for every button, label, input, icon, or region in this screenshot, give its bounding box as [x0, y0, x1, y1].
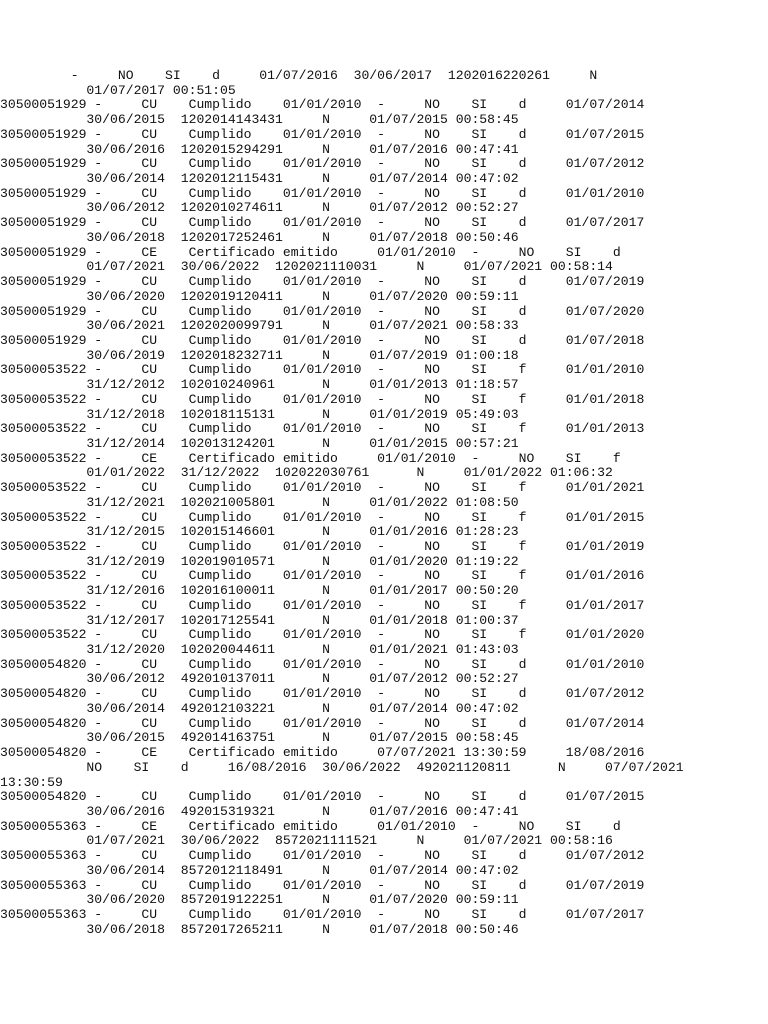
document-line: 30/06/2014 1202012115431 N 01/07/2014 00:47:02	[0, 171, 519, 187]
document-line: 30500054820 - CU Cumplido 01/01/2010 - NO SI d 01/01/2010	[0, 656, 645, 672]
document-line: 30500051929 - CU Cumplido 01/01/2010 - NO SI d 01/07/2012	[0, 156, 645, 172]
document-line: 30500051929 - CU Cumplido 01/01/2010 - NO SI d 01/07/2014	[0, 97, 645, 113]
document-line: 31/12/2021 102021005801 N 01/01/2022 01:08:50	[0, 494, 519, 510]
document-line: 30500055363 - CE Certificado emitido 01/01/2010 - NO SI d	[0, 818, 621, 834]
document-line: 30/06/2014 492012103221 N 01/07/2014 00:47:02	[0, 700, 519, 716]
document-line: 30/06/2016 492015319321 N 01/07/2016 00:47:41	[0, 803, 519, 819]
document-line: 30500055363 - CU Cumplido 01/01/2010 - NO SI d 01/07/2017	[0, 906, 645, 922]
document-line: 30/06/2021 1202020099791 N 01/07/2021 00:58:33	[0, 318, 519, 334]
document-line: 30/06/2015 1202014143431 N 01/07/2015 00:58:45	[0, 112, 519, 128]
document-line: 31/12/2014 102013124201 N 01/01/2015 00:57:21	[0, 435, 519, 451]
document-line: 01/07/2017 00:51:05	[0, 82, 236, 98]
document-line: 31/12/2012 102010240961 N 01/01/2013 01:18:57	[0, 377, 519, 393]
document-line: 30500055363 - CU Cumplido 01/01/2010 - NO SI d 01/07/2019	[0, 877, 645, 893]
document-line: 30500053522 - CU Cumplido 01/01/2010 - NO SI f 01/01/2010	[0, 362, 645, 378]
document-line: 30500051929 - CU Cumplido 01/01/2010 - NO SI d 01/01/2010	[0, 185, 645, 201]
document-line: 30500053522 - CE Certificado emitido 01/01/2010 - NO SI f	[0, 450, 621, 466]
document-line: 30/06/2020 1202019120411 N 01/07/2020 00:59:11	[0, 288, 519, 304]
document-line: 31/12/2017 102017125541 N 01/01/2018 01:00:37	[0, 612, 519, 628]
document-line: 30500051929 - CE Certificado emitido 01/01/2010 - NO SI d	[0, 244, 621, 260]
document-line: 01/07/2021 30/06/2022 1202021110031 N 01/07/2021 00:58:14	[0, 259, 613, 275]
document-line: 31/12/2019 102019010571 N 01/01/2020 01:19:22	[0, 553, 519, 569]
document-line: 30/06/2018 8572017265211 N 01/07/2018 00:50:46	[0, 921, 519, 937]
document-line: NO SI d 16/08/2016 30/06/2022 492021120811 N 07/07/2021	[0, 759, 684, 775]
document-line: 30/06/2015 492014163751 N 01/07/2015 00:58:45	[0, 730, 519, 746]
document-line: 01/07/2021 30/06/2022 8572021111521 N 01/07/2021 00:58:16	[0, 833, 613, 849]
document-line: 30500053522 - CU Cumplido 01/01/2010 - NO SI f 01/01/2019	[0, 539, 645, 554]
document-line: 30500051929 - CU Cumplido 01/01/2010 - NO SI d 01/07/2015	[0, 126, 645, 142]
document-line: 30500051929 - CU Cumplido 01/01/2010 - NO SI d 01/07/2019	[0, 274, 645, 290]
document-line: 30500054820 - CU Cumplido 01/01/2010 - NO SI d 01/07/2012	[0, 686, 645, 702]
document-line: 13:30:59	[0, 774, 63, 790]
document-line: 01/01/2022 31/12/2022 102022030761 N 01/01/2022 01:06:32	[0, 465, 613, 481]
document-line: 30500055363 - CU Cumplido 01/01/2010 - NO SI d 01/07/2012	[0, 848, 645, 864]
document-line: 30/06/2012 492010137011 N 01/07/2012 00:52:27	[0, 671, 519, 687]
document-line: 30/06/2016 1202015294291 N 01/07/2016 00:47:41	[0, 141, 519, 157]
document-line: 30500054820 - CU Cumplido 01/01/2010 - NO SI d 01/07/2014	[0, 715, 645, 731]
document-line: 30/06/2014 8572012118491 N 01/07/2014 00:47:02	[0, 862, 519, 878]
document-line: 30/06/2018 1202017252461 N 01/07/2018 00:50:46	[0, 229, 519, 245]
document-line: 30500053522 - CU Cumplido 01/01/2010 - NO SI f 01/01/2018	[0, 391, 645, 407]
document-line: 30500053522 - CU Cumplido 01/01/2010 - NO SI f 01/01/2020	[0, 627, 645, 643]
document-line: 31/12/2015 102015146601 N 01/01/2016 01:28:23	[0, 524, 519, 540]
document-line: 30500053522 - CU Cumplido 01/01/2010 - NO SI f 01/01/2017	[0, 597, 645, 613]
document-line: 30500051929 - CU Cumplido 01/01/2010 - NO SI d 01/07/2018	[0, 332, 645, 348]
document-line: 30/06/2019 1202018232711 N 01/07/2019 01:00:18	[0, 347, 519, 363]
document-line: 30500053522 - CU Cumplido 01/01/2010 - NO SI f 01/01/2015	[0, 509, 645, 525]
document-line: 30500053522 - CU Cumplido 01/01/2010 - NO SI f 01/01/2016	[0, 568, 645, 584]
document-line: 30500053522 - CU Cumplido 01/01/2010 - NO SI f 01/01/2021	[0, 480, 645, 496]
document-text	[0, 69, 768, 937]
document-line: 30500051929 - CU Cumplido 01/01/2010 - NO SI d 01/07/2020	[0, 303, 645, 319]
document-line: 31/12/2018 102018115131 N 01/01/2019 05:49:03	[0, 406, 519, 422]
document-line: - NO SI d 01/07/2016 30/06/2017 1202016220261 N	[0, 68, 598, 83]
document-line: 30/06/2020 8572019122251 N 01/07/2020 00:59:11	[0, 892, 519, 908]
document-line: 30500051929 - CU Cumplido 01/01/2010 - NO SI d 01/07/2017	[0, 215, 645, 231]
document-line: 31/12/2016 102016100011 N 01/01/2017 00:50:20	[0, 583, 519, 599]
document-line: 30/06/2012 1202010274611 N 01/07/2012 00:52:27	[0, 200, 519, 216]
document-line: 31/12/2020 102020044611 N 01/01/2021 01:43:03	[0, 642, 519, 658]
document-line: 30500054820 - CU Cumplido 01/01/2010 - NO SI d 01/07/2015	[0, 789, 645, 805]
document-line: 30500053522 - CU Cumplido 01/01/2010 - NO SI f 01/01/2013	[0, 421, 645, 437]
document-line: 30500054820 - CE Certificado emitido 07/07/2021 13:30:59 18/08/2016	[0, 745, 645, 761]
